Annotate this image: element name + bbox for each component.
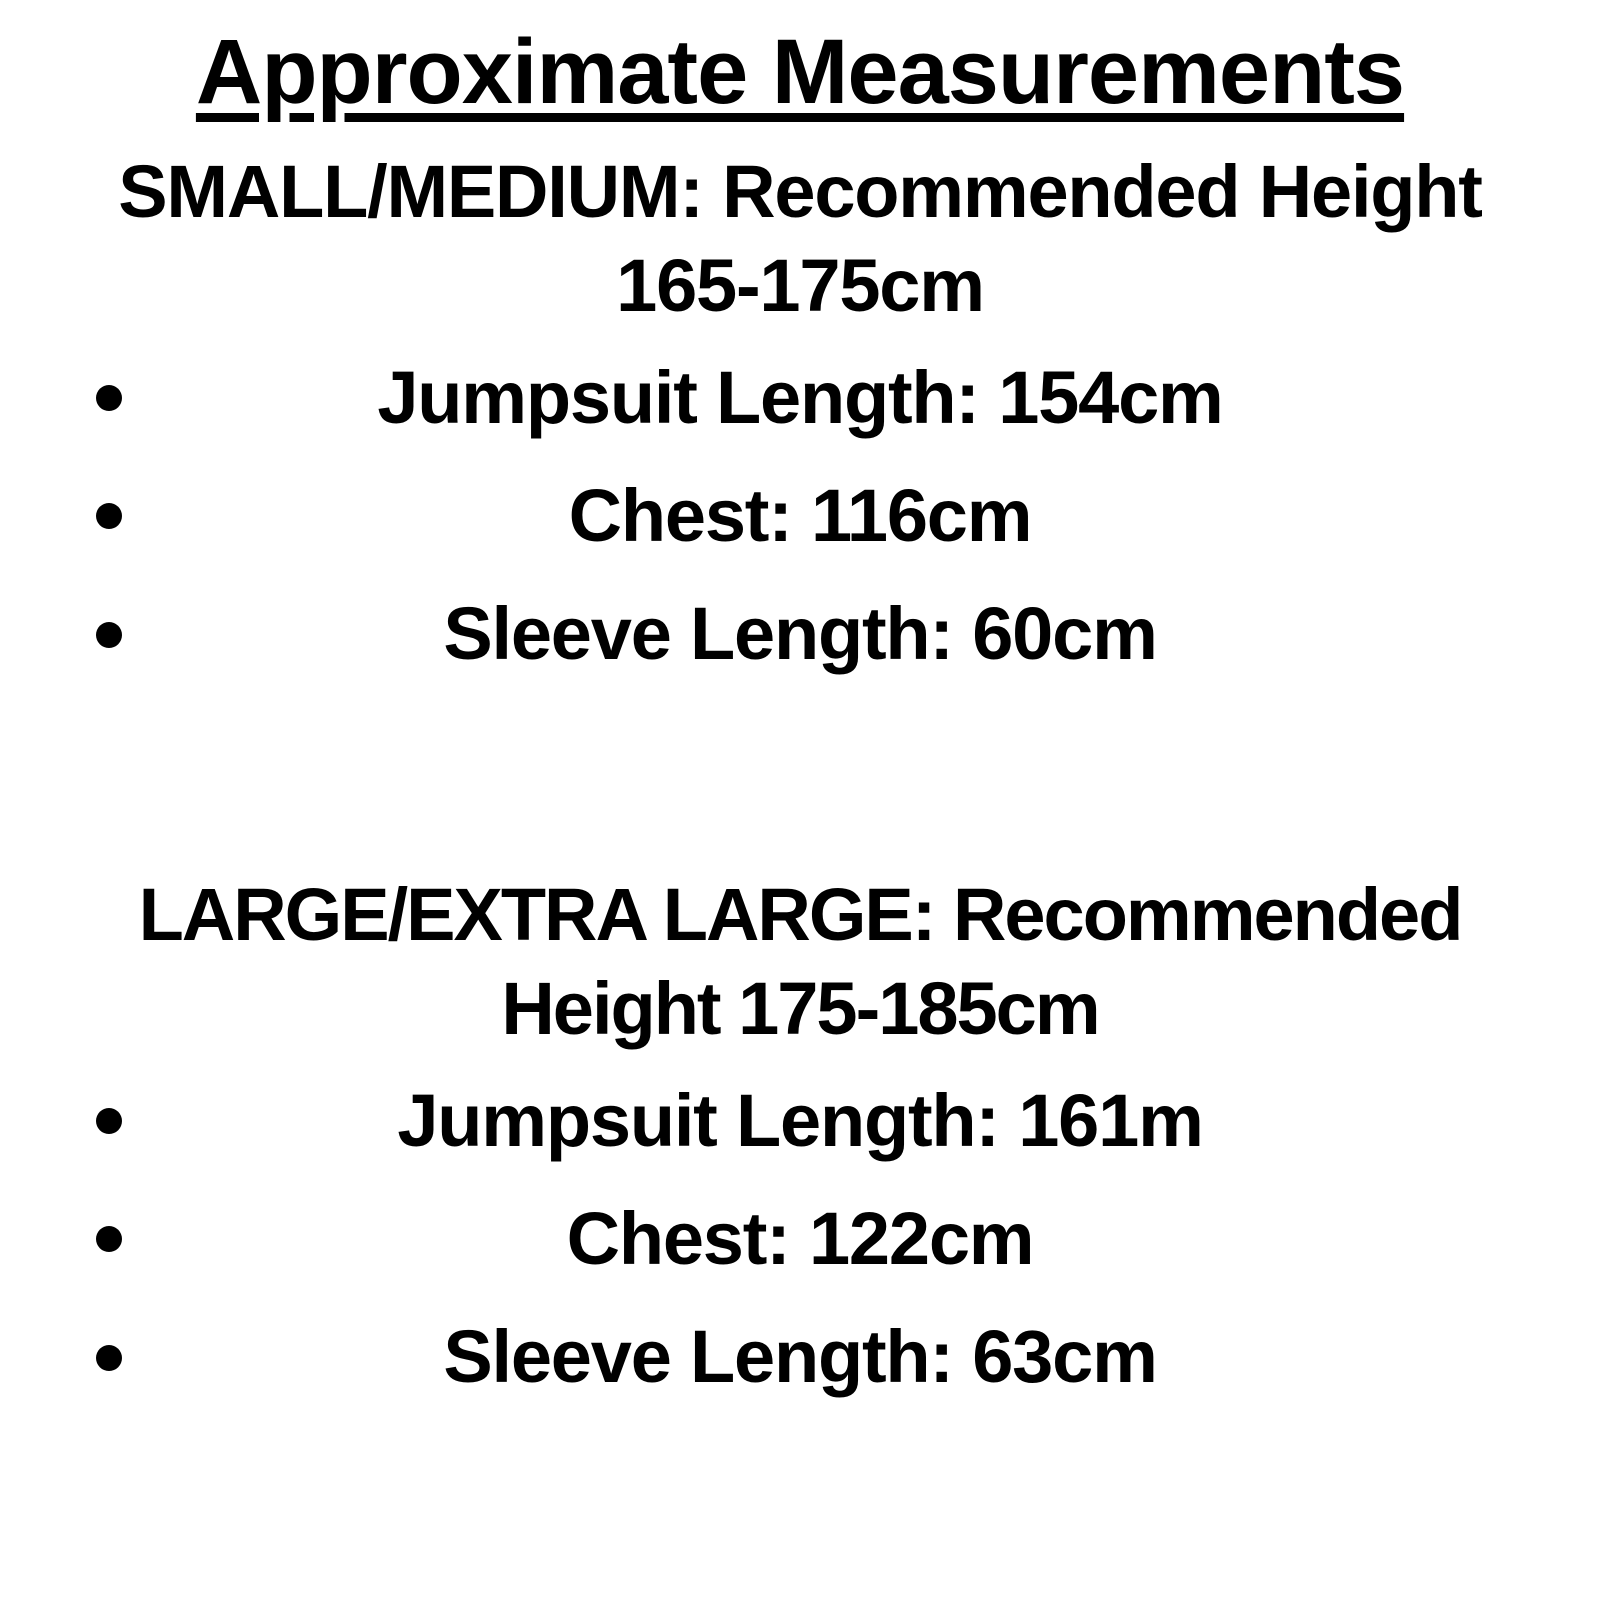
list-item: [60, 575, 1540, 693]
size-heading-small-medium: SMALL/MEDIUM: Recommended Height 165-175cm: [118, 149, 1482, 327]
bullet-icon: [96, 622, 122, 648]
spec-text: Jumpsuit Length: 161m: [397, 1078, 1203, 1162]
size-section-small-medium: [60, 145, 1540, 694]
list-item: [60, 457, 1540, 575]
bullet-icon: [96, 503, 122, 529]
bullet-icon: [96, 1108, 122, 1134]
spec-text: Chest: 116cm: [568, 473, 1032, 557]
page-title: Approximate Measurements: [195, 21, 1405, 123]
list-item: [60, 339, 1540, 457]
bullet-icon: [96, 1345, 122, 1371]
spec-list-small-medium: [60, 339, 1540, 694]
section-spacer: [60, 694, 1540, 844]
spec-text: Jumpsuit Length: 154cm: [377, 355, 1223, 439]
spec-text: Chest: 122cm: [566, 1197, 1034, 1281]
bullet-icon: [96, 1226, 122, 1252]
spec-text: Sleeve Length: 63cm: [443, 1315, 1157, 1399]
size-section-large-extra-large: [60, 868, 1540, 1417]
list-item: [60, 1180, 1540, 1298]
spec-text: Sleeve Length: 60cm: [443, 592, 1157, 676]
bullet-icon: [96, 385, 122, 411]
spec-list-large-extra-large: [60, 1062, 1540, 1417]
list-item: [60, 1298, 1540, 1416]
list-item: [60, 1062, 1540, 1180]
size-heading-large-extra-large: LARGE/EXTRA LARGE: Recommended Height 175-185cm: [138, 872, 1462, 1050]
